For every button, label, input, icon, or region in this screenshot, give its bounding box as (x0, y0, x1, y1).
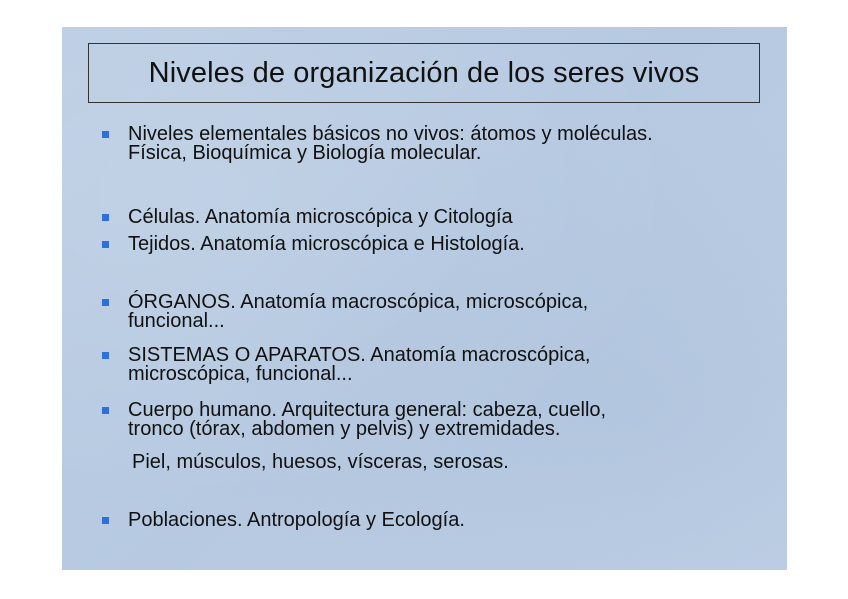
bullet-square-icon (102, 407, 109, 414)
list-item-line: tronco (tórax, abdomen y pelvis) y extremidades. (128, 418, 561, 440)
list-item (128, 235, 525, 254)
bullet-square-icon (102, 517, 109, 524)
list-item (128, 293, 588, 331)
list-item (128, 401, 606, 439)
list-item-line: Poblaciones. Antropología y Ecología. (128, 509, 465, 531)
list-item (128, 125, 653, 163)
list-item-line: SISTEMAS O APARATOS. Anatomía macroscópica, (128, 344, 591, 366)
list-item-line: Tejidos. Anatomía microscópica e Histología. (128, 233, 525, 255)
list-item-line: microscópica, funcional... (128, 363, 353, 385)
list-item-line: ÓRGANOS. Anatomía macroscópica, microscópica, (128, 291, 589, 313)
list-item-line: Células. Anatomía microscópica y Citología (128, 206, 513, 228)
slide (62, 27, 787, 570)
list-item (128, 208, 513, 227)
title-box (88, 43, 760, 103)
list-item-line: Niveles elementales básicos no vivos: átomos y moléculas. (128, 123, 653, 145)
bullet-square-icon (102, 352, 109, 359)
bullet-square-icon (102, 299, 109, 306)
bullet-square-icon (102, 131, 109, 138)
bullet-square-icon (102, 214, 109, 221)
list-item-line: Cuerpo humano. Arquitectura general: cabeza, cuello, (128, 399, 607, 421)
slide-title: Niveles de organización de los seres vivos (148, 56, 700, 89)
list-item (128, 511, 465, 530)
sub-note: Piel, músculos, huesos, vísceras, serosas. (132, 451, 509, 473)
list-item (128, 346, 590, 384)
bullet-square-icon (102, 241, 109, 248)
list-item-line: funcional... (128, 310, 225, 332)
list-item-line: Física, Bioquímica y Biología molecular. (128, 142, 482, 164)
